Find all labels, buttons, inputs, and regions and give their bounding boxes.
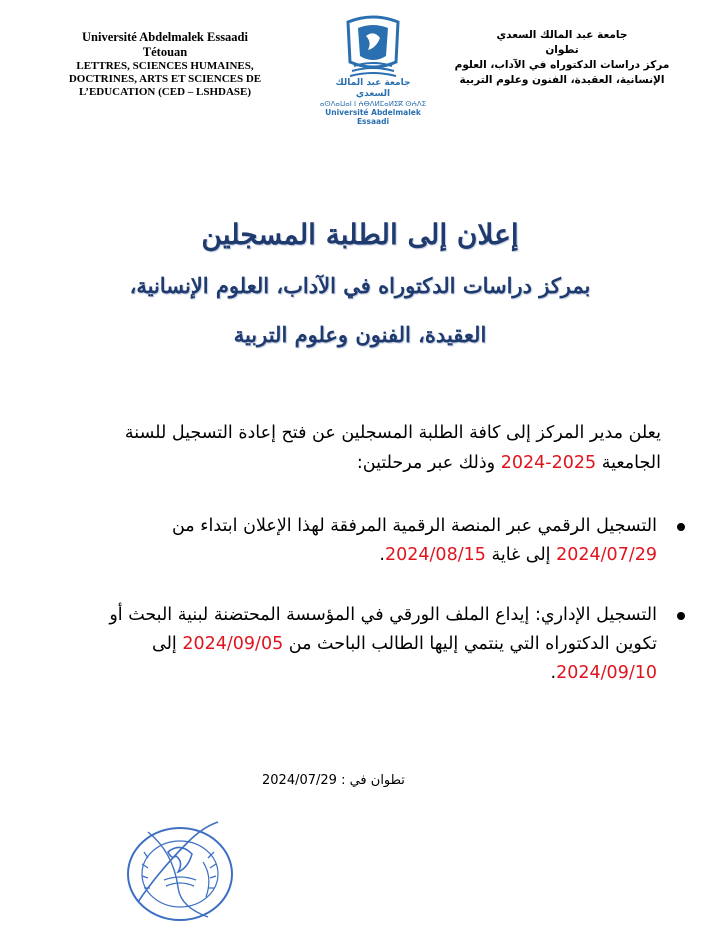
- university-name-ar: جامعة عبد المالك السعدي: [496, 29, 628, 41]
- city-ar: تطوان: [545, 44, 579, 56]
- bullet-text: التسجيل الرقمي عبر المنصة الرقمية المرفقة لهذا الإعلان ابتداء من: [171, 516, 657, 536]
- intro-paragraph: [61, 418, 661, 478]
- center-name-ar-2: الإنسانية، العقيدة، الفنون وعلوم التربية: [459, 74, 665, 86]
- date-connector: إلى: [151, 634, 177, 654]
- university-name-fr: Université Abdelmalek Essaadi: [82, 30, 248, 44]
- signature-label: تطوان في :: [341, 773, 405, 788]
- intro-text-end: وذلك عبر مرحلتين:: [356, 453, 496, 473]
- list-item-administrative-registration: [67, 601, 657, 688]
- date-from: 2024/09/05: [182, 634, 284, 654]
- announcement-title: إعلان إلى الطلبة المسجلين: [201, 218, 519, 251]
- list-item-digital-registration: [67, 512, 657, 570]
- logo-text: [318, 78, 428, 126]
- center-name-fr-1: LETTRES, SCIENCES HUMAINES,: [76, 60, 254, 72]
- academic-year: 2025-2024: [500, 453, 597, 473]
- center-name-fr-3: L’EDUCATION (CED – LSHDASE): [78, 86, 252, 98]
- date-connector: إلى غاية: [491, 545, 551, 565]
- bullet-end: .: [550, 663, 557, 683]
- bullet-end: .: [379, 545, 385, 565]
- bullet-icon: [677, 612, 685, 620]
- logo-name-fr: Université Abdelmalek Essaadi: [325, 108, 421, 126]
- announcement-subtitle-1: بمركز دراسات الدكتوراه في الآداب، العلوم الإنسانية،: [129, 273, 591, 298]
- date-from: 2024/07/29: [556, 545, 657, 565]
- announcement-subtitle-2: العقيدة، الفنون وعلوم التربية: [233, 322, 487, 347]
- date-to: 2024/09/10: [556, 663, 657, 683]
- center-name-ar-1: مركز دراسات الدكتوراه في الآداب، العلوم: [454, 59, 670, 71]
- date-to: 2024/08/15: [385, 545, 486, 565]
- header-arabic: [447, 28, 677, 88]
- signature-date: 2024/07/29: [262, 773, 337, 788]
- bullet-text: التسجيل الإداري: إيداع الملف الورقي في المؤسسة المحتضنة لبنية البحث أو تكوين الدكتوراه التي ينتمي إليها الطالب الباحث من: [109, 605, 657, 654]
- center-name-fr-2: DOCTRINES, ARTS ET SCIENCES DE: [68, 73, 262, 85]
- signature-date-line: [262, 773, 405, 788]
- city-fr: Tétouan: [142, 45, 188, 59]
- logo-name-ar: جامعة عبد المالك السعدي: [335, 78, 411, 99]
- bullet-icon: [677, 523, 685, 531]
- logo-name-tifinagh: ⴰⵙⴷⴰⵡⴰⵏ ⵏ ⵄⴱⴷⵍⵎⴰⵍⵉⴽ ⵙⵄⴷⵉ: [319, 100, 427, 108]
- header-french: [40, 30, 290, 99]
- intro-text: يعلن مدير المركز إلى كافة الطلبة المسجلين عن فتح إعادة التسجيل للسنة الجامعية: [124, 423, 661, 473]
- official-stamp-icon: [118, 812, 248, 927]
